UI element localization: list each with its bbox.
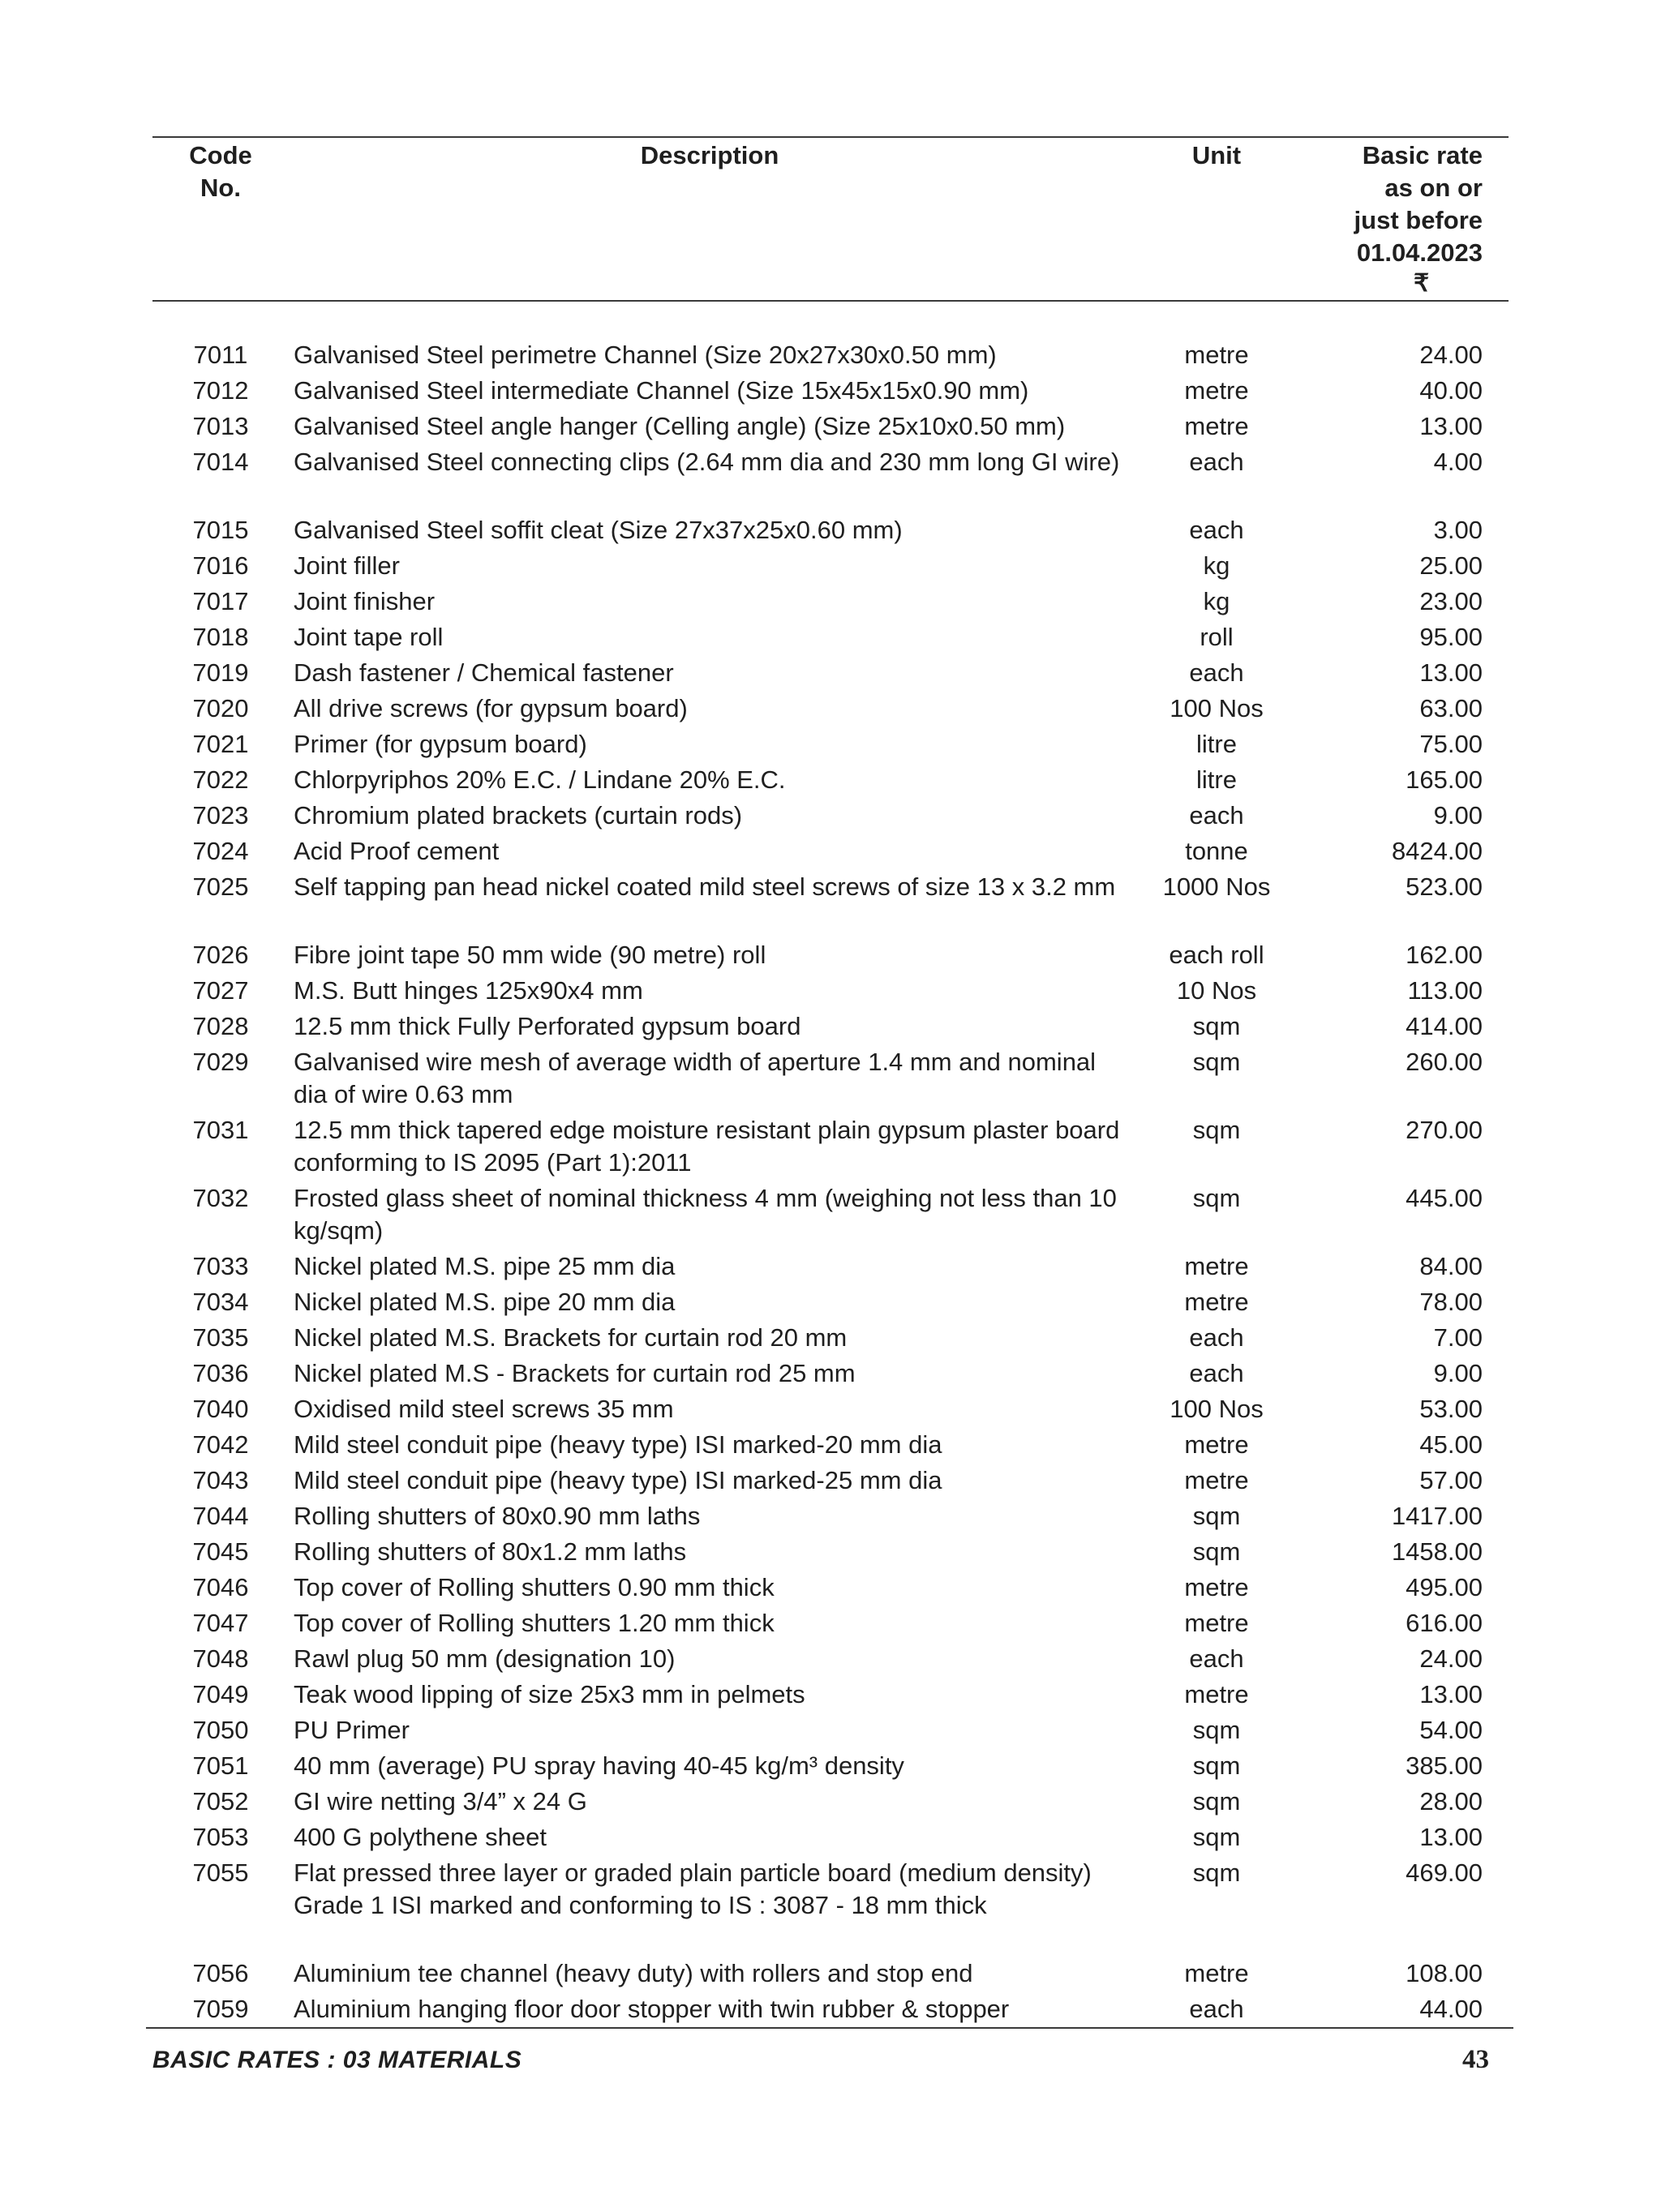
item-unit: sqm: [1192, 1787, 1241, 1815]
table-row: [0, 550, 1661, 585]
item-rate: 616.00: [1406, 1609, 1483, 1637]
item-unit: sqm: [1192, 1116, 1241, 1144]
item-description: Oxidised mild steel screws 35 mm: [294, 1395, 674, 1423]
item-rate: 13.00: [1419, 658, 1483, 687]
item-code: 7047: [192, 1609, 249, 1637]
item-description: Frosted glass sheet of nominal thickness 4 mm (weighing not less than 10 kg/sqm): [294, 1184, 1117, 1245]
item-unit: sqm: [1192, 1184, 1241, 1212]
item-unit: kg: [1203, 587, 1230, 615]
table-row: [0, 1993, 1661, 2029]
item-unit: 10 Nos: [1176, 976, 1257, 1005]
item-description: Galvanised Steel connecting clips (2.64 mm dia and 230 mm long GI wire): [294, 448, 1120, 476]
item-unit: metre: [1184, 1430, 1249, 1459]
item-rate: 3.00: [1433, 516, 1483, 544]
item-code: 7032: [192, 1184, 249, 1212]
item-code: 7029: [192, 1048, 249, 1076]
item-rate: 95.00: [1419, 623, 1483, 651]
table-row: [0, 692, 1661, 728]
header-code: Code No.: [189, 141, 252, 202]
item-description: Aluminium hanging floor door stopper with twin rubber & stopper: [294, 1995, 1010, 2023]
table-bottom-rule: [146, 2027, 1513, 2029]
item-code: 7033: [192, 1252, 249, 1280]
item-description: Joint filler: [294, 551, 400, 580]
table-row: [0, 1322, 1661, 1357]
item-description: Teak wood lipping of size 25x3 mm in pelmets: [294, 1680, 805, 1708]
item-code: 7035: [192, 1323, 249, 1352]
item-rate: 108.00: [1406, 1959, 1483, 1987]
item-code: 7051: [192, 1751, 249, 1780]
table-row: [0, 1357, 1661, 1393]
item-unit: each roll: [1169, 941, 1264, 969]
item-description: 400 G polythene sheet: [294, 1823, 547, 1851]
item-unit: each: [1189, 801, 1244, 830]
item-rate: 24.00: [1419, 341, 1483, 369]
item-code: 7012: [192, 376, 249, 405]
item-rate: 23.00: [1419, 587, 1483, 615]
item-code: 7034: [192, 1288, 249, 1316]
item-description: Galvanised wire mesh of average width of aperture 1.4 mm and nominal dia of wire 0.63 mm: [294, 1048, 1097, 1108]
item-unit: each: [1189, 1644, 1244, 1673]
item-description: Nickel plated M.S - Brackets for curtain rod 25 mm: [294, 1359, 856, 1387]
item-unit: metre: [1184, 1609, 1249, 1637]
item-unit: litre: [1196, 730, 1237, 758]
table-row: [0, 1678, 1661, 1714]
item-rate: 25.00: [1419, 551, 1483, 580]
item-rate: 1458.00: [1391, 1537, 1483, 1566]
item-rate: 1417.00: [1391, 1502, 1483, 1530]
item-rate: 8424.00: [1391, 837, 1483, 865]
item-unit: sqm: [1192, 1823, 1241, 1851]
table-row: [0, 1571, 1661, 1607]
item-description: Joint tape roll: [294, 623, 444, 651]
item-rate: 4.00: [1433, 448, 1483, 476]
table-row: [0, 799, 1661, 835]
item-rate: 162.00: [1406, 941, 1483, 969]
item-unit: metre: [1184, 1959, 1249, 1987]
item-unit: each: [1189, 1359, 1244, 1387]
table-row: [0, 1010, 1661, 1046]
table-row: [0, 621, 1661, 657]
item-rate: 44.00: [1419, 1995, 1483, 2023]
item-code: 7036: [192, 1359, 249, 1387]
item-unit: sqm: [1192, 1537, 1241, 1566]
item-unit: sqm: [1192, 1858, 1241, 1887]
item-description: Chromium plated brackets (curtain rods): [294, 801, 743, 830]
item-code: 7044: [192, 1502, 249, 1530]
item-description: Flat pressed three layer or graded plain particle board (medium density) Grade 1 ISI marked and conforming to IS : 3087 - 18 mm thick: [294, 1858, 1092, 1919]
item-unit: metre: [1184, 1680, 1249, 1708]
item-description: Fibre joint tape 50 mm wide (90 metre) roll: [294, 941, 766, 969]
table-row: [0, 375, 1661, 410]
table-row: [0, 1714, 1661, 1750]
table-body: [0, 339, 1661, 2029]
item-rate: 45.00: [1419, 1430, 1483, 1459]
table-row: [0, 1429, 1661, 1464]
table-top-rule: [152, 136, 1509, 138]
table-row: [0, 1607, 1661, 1643]
item-code: 7024: [192, 837, 249, 865]
item-code: 7026: [192, 941, 249, 969]
item-unit: 100 Nos: [1170, 1395, 1264, 1423]
table-row: [0, 514, 1661, 550]
item-rate: 57.00: [1419, 1466, 1483, 1494]
item-description: GI wire netting 3/4” x 24 G: [294, 1787, 587, 1815]
item-unit: metre: [1184, 1573, 1249, 1601]
table-row: [0, 1250, 1661, 1286]
item-rate: 28.00: [1419, 1787, 1483, 1815]
item-description: Chlorpyriphos 20% E.C. / Lindane 20% E.C.: [294, 765, 786, 794]
item-code: 7027: [192, 976, 249, 1005]
item-rate: 9.00: [1433, 1359, 1483, 1387]
table-row: [0, 1464, 1661, 1500]
table-row: [0, 939, 1661, 975]
item-unit: sqm: [1192, 1048, 1241, 1076]
item-rate: 54.00: [1419, 1716, 1483, 1744]
item-description: All drive screws (for gypsum board): [294, 694, 688, 722]
item-code: 7013: [192, 412, 249, 440]
item-unit: metre: [1184, 1466, 1249, 1494]
item-unit: litre: [1196, 765, 1237, 794]
item-unit: roll: [1200, 623, 1234, 651]
item-unit: each: [1189, 1995, 1244, 2023]
header-unit: Unit: [1191, 141, 1242, 169]
item-unit: each: [1189, 658, 1244, 687]
item-unit: metre: [1184, 376, 1249, 405]
item-rate: 13.00: [1419, 412, 1483, 440]
item-description: Galvanised Steel angle hanger (Celling angle) (Size 25x10x0.50 mm): [294, 412, 1066, 440]
item-description: Aluminium tee channel (heavy duty) with rollers and stop end: [294, 1959, 973, 1987]
item-description: Galvanised Steel soffit cleat (Size 27x37x25x0.60 mm): [294, 516, 903, 544]
table-row: [0, 657, 1661, 692]
table-row: [0, 764, 1661, 799]
item-rate: 40.00: [1419, 376, 1483, 405]
table-row: [0, 446, 1661, 514]
item-unit: metre: [1184, 1288, 1249, 1316]
item-code: 7028: [192, 1012, 249, 1040]
item-unit: metre: [1184, 412, 1249, 440]
item-description: Nickel plated M.S. pipe 20 mm dia: [294, 1288, 676, 1316]
item-unit: sqm: [1192, 1012, 1241, 1040]
table-row: [0, 1821, 1661, 1857]
item-code: 7016: [192, 551, 249, 580]
item-description: Rolling shutters of 80x1.2 mm laths: [294, 1537, 687, 1566]
page-number: 43: [1462, 2045, 1489, 2074]
item-rate: 113.00: [1407, 976, 1483, 1005]
table-row: [0, 585, 1661, 621]
item-rate: 260.00: [1406, 1048, 1483, 1076]
table-row: [0, 410, 1661, 446]
item-description: Galvanised Steel intermediate Channel (Size 15x45x15x0.90 mm): [294, 376, 1029, 405]
item-rate: 75.00: [1419, 730, 1483, 758]
item-code: 7043: [192, 1466, 249, 1494]
table-row: [0, 1957, 1661, 1993]
item-code: 7023: [192, 801, 249, 830]
item-rate: 445.00: [1406, 1184, 1483, 1212]
item-description: 40 mm (average) PU spray having 40-45 kg/m³ density: [294, 1751, 904, 1780]
item-code: 7053: [192, 1823, 249, 1851]
item-code: 7019: [192, 658, 249, 687]
item-description: Self tapping pan head nickel coated mild steel screws of size 13 x 3.2 mm: [294, 872, 1116, 901]
item-rate: 523.00: [1406, 872, 1483, 901]
rupee-symbol: ₹: [1413, 270, 1430, 297]
item-unit: sqm: [1192, 1751, 1241, 1780]
item-code: 7015: [192, 516, 249, 544]
item-code: 7021: [192, 730, 249, 758]
item-rate: 469.00: [1406, 1858, 1483, 1887]
item-code: 7011: [193, 341, 248, 369]
item-rate: 414.00: [1406, 1012, 1483, 1040]
item-description: Nickel plated M.S. pipe 25 mm dia: [294, 1252, 676, 1280]
item-code: 7031: [192, 1116, 249, 1144]
table-row: [0, 871, 1661, 939]
item-unit: 100 Nos: [1170, 694, 1264, 722]
item-rate: 270.00: [1406, 1116, 1483, 1144]
item-code: 7045: [192, 1537, 249, 1566]
table-row: [0, 1500, 1661, 1536]
item-rate: 385.00: [1406, 1751, 1483, 1780]
item-rate: 63.00: [1419, 694, 1483, 722]
header-description: Description: [640, 141, 779, 169]
item-description: Joint finisher: [294, 587, 436, 615]
item-code: 7055: [192, 1858, 249, 1887]
item-description: Rawl plug 50 mm (designation 10): [294, 1644, 676, 1673]
item-unit: metre: [1184, 341, 1249, 369]
item-description: Rolling shutters of 80x0.90 mm laths: [294, 1502, 701, 1530]
item-rate: 495.00: [1406, 1573, 1483, 1601]
table-row: [0, 1114, 1661, 1182]
item-description: M.S. Butt hinges 125x90x4 mm: [294, 976, 643, 1005]
item-code: 7025: [192, 872, 249, 901]
item-description: 12.5 mm thick Fully Perforated gypsum board: [294, 1012, 801, 1040]
item-unit: kg: [1203, 551, 1230, 580]
table-row: [0, 1785, 1661, 1821]
item-description: Top cover of Rolling shutters 1.20 mm thick: [294, 1609, 775, 1637]
item-code: 7056: [192, 1959, 249, 1987]
item-code: 7014: [192, 448, 249, 476]
item-code: 7059: [192, 1995, 249, 2023]
item-description: Galvanised Steel perimetre Channel (Size 20x27x30x0.50 mm): [294, 341, 997, 369]
item-description: 12.5 mm thick tapered edge moisture resistant plain gypsum plaster board conforming to IS 2095 (Part 1):2011: [294, 1116, 1120, 1177]
item-rate: 13.00: [1419, 1680, 1483, 1708]
item-code: 7018: [192, 623, 249, 651]
item-unit: metre: [1184, 1252, 1249, 1280]
header-basic-rate: Basic rate as on or just before 01.04.2023: [1354, 141, 1483, 267]
table-row: [0, 728, 1661, 764]
item-rate: 7.00: [1433, 1323, 1483, 1352]
item-description: Mild steel conduit pipe (heavy type) ISI marked-25 mm dia: [294, 1466, 942, 1494]
table-row: [0, 975, 1661, 1010]
item-description: Mild steel conduit pipe (heavy type) ISI marked-20 mm dia: [294, 1430, 942, 1459]
item-code: 7048: [192, 1644, 249, 1673]
table-row: [0, 835, 1661, 871]
item-code: 7040: [192, 1395, 249, 1423]
item-unit: each: [1189, 448, 1244, 476]
item-unit: each: [1189, 1323, 1244, 1352]
item-rate: 53.00: [1419, 1395, 1483, 1423]
item-code: 7049: [192, 1680, 249, 1708]
item-rate: 165.00: [1406, 765, 1483, 794]
item-code: 7046: [192, 1573, 249, 1601]
item-unit: 1000 Nos: [1162, 872, 1271, 901]
item-description: PU Primer: [294, 1716, 410, 1744]
table-row: [0, 1536, 1661, 1571]
item-unit: tonne: [1185, 837, 1248, 865]
item-unit: each: [1189, 516, 1244, 544]
item-description: Top cover of Rolling shutters 0.90 mm thick: [294, 1573, 775, 1601]
table-row: [0, 1046, 1661, 1114]
item-code: 7017: [192, 587, 249, 615]
item-code: 7020: [192, 694, 249, 722]
item-rate: 84.00: [1419, 1252, 1483, 1280]
table-row: [0, 1286, 1661, 1322]
item-description: Dash fastener / Chemical fastener: [294, 658, 674, 687]
item-unit: sqm: [1192, 1502, 1241, 1530]
item-unit: sqm: [1192, 1716, 1241, 1744]
item-rate: 13.00: [1419, 1823, 1483, 1851]
table-row: [0, 339, 1661, 375]
table-header-rule: [152, 300, 1509, 302]
table-row: [0, 1182, 1661, 1250]
item-description: Acid Proof cement: [294, 837, 500, 865]
item-code: 7052: [192, 1787, 249, 1815]
table-row: [0, 1750, 1661, 1785]
footer-section-title: BASIC RATES : 03 MATERIALS: [152, 2047, 522, 2073]
item-rate: 78.00: [1419, 1288, 1483, 1316]
table-row: [0, 1393, 1661, 1429]
item-description: Primer (for gypsum board): [294, 730, 587, 758]
item-rate: 9.00: [1433, 801, 1483, 830]
item-description: Nickel plated M.S. Brackets for curtain rod 20 mm: [294, 1323, 848, 1352]
item-code: 7022: [192, 765, 249, 794]
table-row: [0, 1643, 1661, 1678]
item-rate: 24.00: [1419, 1644, 1483, 1673]
item-code: 7042: [192, 1430, 249, 1459]
table-row: [0, 1857, 1661, 1957]
item-code: 7050: [192, 1716, 249, 1744]
